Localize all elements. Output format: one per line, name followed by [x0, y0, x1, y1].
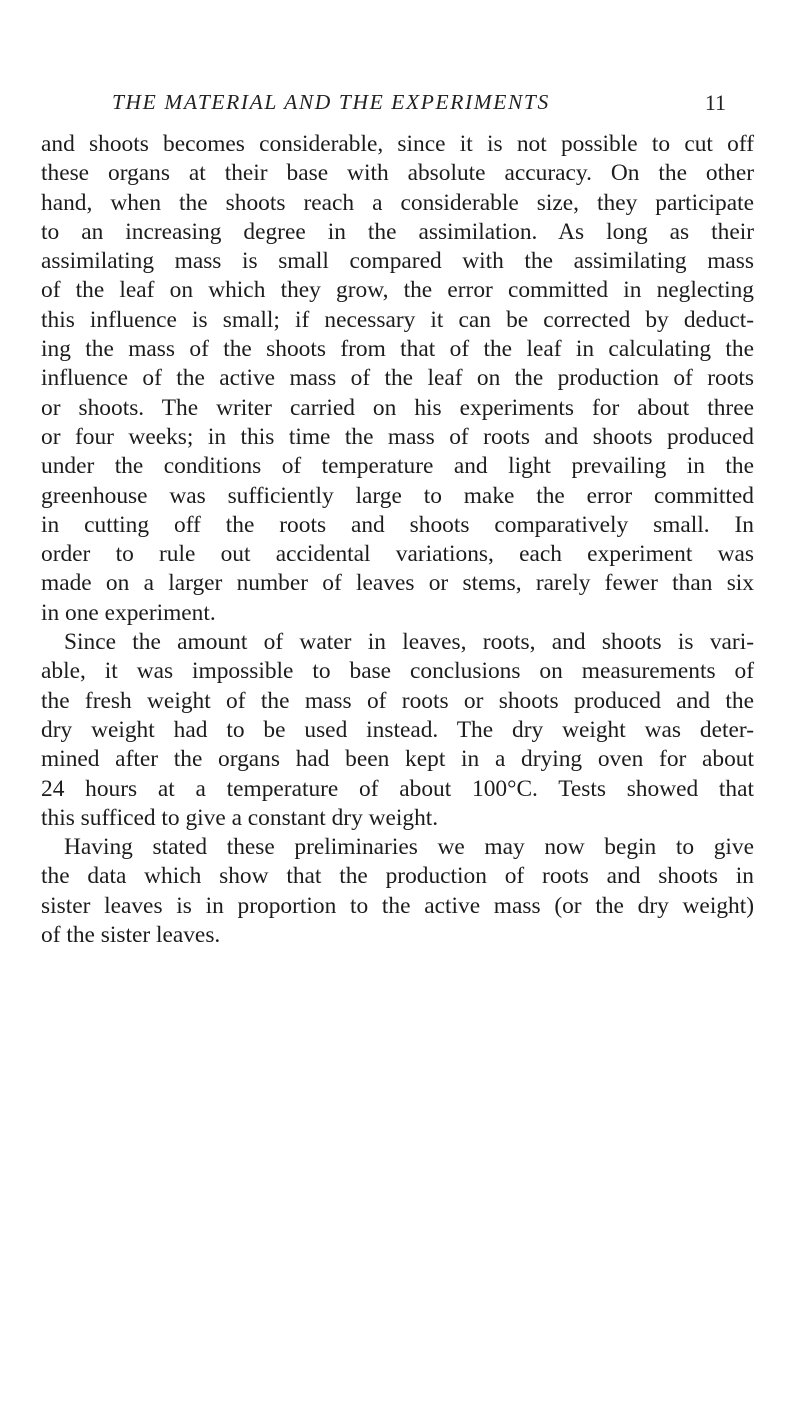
text-line: greenhouse was sufficiently large to make the error committed [41, 482, 754, 509]
text-line: of the sister leaves. [41, 922, 221, 949]
text-line: to an increasing degree in the assimilation. As long as their [41, 218, 754, 245]
text-line: and shoots becomes considerable, since it is not possible to cut off [41, 131, 754, 157]
text-line: or shoots. The writer carried on his experiments for about three [41, 394, 754, 421]
running-title: THE MATERIAL AND THE EXPERIMENTS [112, 90, 550, 114]
text-line: hand, when the shoots reach a considerable size, they participate [41, 189, 754, 216]
text-line: the fresh weight of the mass of roots or shoots produced and the [41, 687, 754, 714]
text-line: of the leaf on which they grow, the error committed in neglecting [41, 277, 754, 304]
paragraph-preliminaries [41, 833, 754, 950]
text-line: made on a larger number of leaves or stems, rarely fewer than six [41, 570, 754, 597]
text-line: in cutting off the roots and shoots comparatively small. In [41, 511, 754, 538]
text-line: influence of the active mass of the leaf on the production of roots [41, 365, 754, 392]
text-line: dry weight had to be used instead. The dry weight was deter- [41, 716, 754, 743]
text-line: the data which show that the production of roots and shoots in [41, 863, 754, 890]
text-line: or four weeks; in this time the mass of roots and shoots produced [41, 423, 754, 450]
body-text [41, 130, 754, 950]
text-line: order to rule out accidental variations, each experiment was [41, 541, 754, 568]
text-line: assimilating mass is small compared with the assimilating mass [41, 248, 754, 275]
paragraph-dry-weight [41, 628, 754, 833]
text-line: ing the mass of the shoots from that of the leaf in calculating the [41, 336, 754, 363]
text-line: this sufficed to give a constant dry weight. [41, 804, 439, 831]
text-line: 24 hours at a temperature of about 100°C. Tests showed that [41, 775, 754, 802]
text-line: able, it was impossible to base conclusions on measurements of [41, 658, 754, 685]
text-line: under the conditions of temperature and light prevailing in the [41, 453, 754, 480]
running-head [112, 90, 726, 120]
text-line: this influence is small; if necessary it can be corrected by deduct- [41, 306, 754, 333]
paragraph-continuation [41, 130, 754, 628]
text-line: mined after the organs had been kept in a drying oven for about [41, 746, 754, 773]
page-number: 11 [704, 90, 726, 115]
text-line: these organs at their base with absolute accuracy. On the other [41, 160, 754, 187]
text-line: sister leaves is in proportion to the active mass (or the dry weight) [41, 892, 754, 919]
text-line: Having stated these preliminaries we may now begin to give [64, 834, 754, 861]
text-line: in one experiment. [41, 599, 216, 626]
text-line: Since the amount of water in leaves, roots, and shoots is vari- [64, 629, 754, 656]
